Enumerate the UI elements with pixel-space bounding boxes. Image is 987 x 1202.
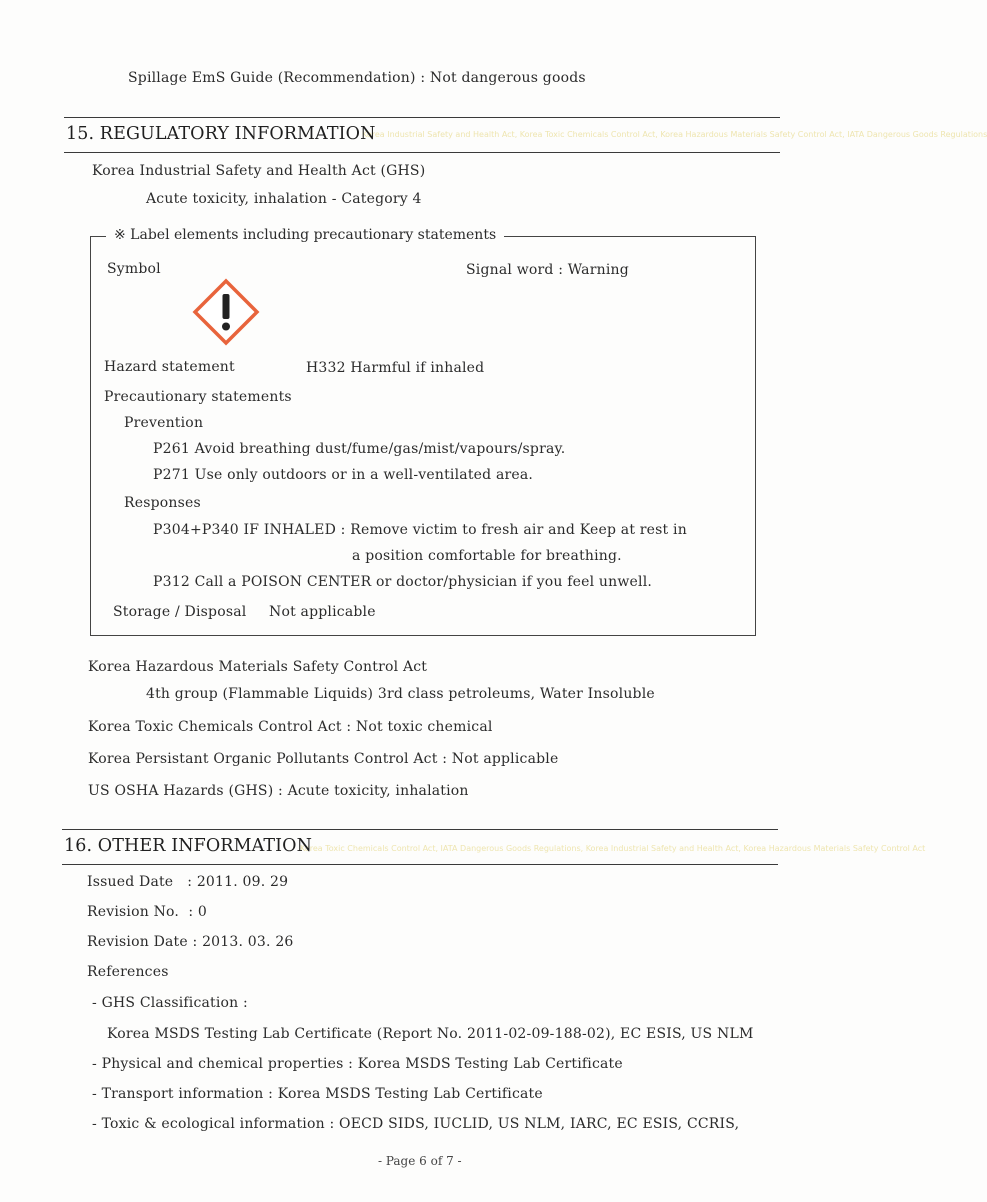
- responses-label: Responses: [124, 495, 201, 511]
- toxic-chemicals-act: Korea Toxic Chemicals Control Act : Not toxic chemical: [88, 719, 493, 735]
- hazard-statement-value: H332 Harmful if inhaled: [306, 360, 485, 376]
- signal-word: Signal word : Warning: [466, 262, 629, 278]
- section-15-watermark-text: Korea Industrial Safety and Health Act, Korea Toxic Chemicals Control Act, Korea Hazardous Materials Safety Control Act, IATA Dangerous Goods Regulations: [362, 130, 987, 139]
- issued-date: Issued Date : 2011. 09. 29: [87, 874, 289, 890]
- symbol-label: Symbol: [107, 261, 161, 277]
- p312-statement: P312 Call a POISON CENTER or doctor/physician if you feel unwell.: [153, 574, 653, 590]
- ghs-classification-source: Korea MSDS Testing Lab Certificate (Report No. 2011-02-09-188-02), EC ESIS, US NLM: [107, 1026, 754, 1042]
- exclamation-mark-pictogram-icon: [192, 278, 260, 346]
- section-16-watermark-text: Korea Toxic Chemicals Control Act, IATA Dangerous Goods Regulations, Korea Industrial Safety and Health Act, Korea Hazardous Materials Safety Control Act: [300, 844, 926, 853]
- toxic-ecological-reference: - Toxic & ecological information : OECD SIDS, IUCLID, US NLM, IARC, EC ESIS, CCRIS,: [92, 1116, 740, 1132]
- prevention-label: Prevention: [124, 415, 204, 431]
- page-number: - Page 6 of 7 -: [378, 1154, 462, 1168]
- p304-statement-line2: a position comfortable for breathing.: [352, 548, 622, 564]
- spillage-ems-text: Spillage EmS Guide (Recommendation) : Not dangerous goods: [128, 70, 586, 86]
- hazard-statement-label: Hazard statement: [104, 359, 235, 375]
- p261-statement: P261 Avoid breathing dust/fume/gas/mist/vapours/spray.: [153, 441, 566, 457]
- ghs-classification-value: Acute toxicity, inhalation - Category 4: [146, 191, 422, 207]
- section-15-bottom-rule: [64, 152, 780, 153]
- pop-control-act: Korea Persistant Organic Pollutants Control Act : Not applicable: [88, 751, 559, 767]
- label-elements-title: ※ Label elements including precautionary statements: [106, 227, 504, 243]
- section-16-bottom-rule: [62, 864, 778, 865]
- references-label: References: [87, 964, 169, 980]
- transport-reference: - Transport information : Korea MSDS Testing Lab Certificate: [92, 1086, 543, 1102]
- p271-statement: P271 Use only outdoors or in a well-ventilated area.: [153, 467, 534, 483]
- precautionary-label: Precautionary statements: [104, 389, 292, 405]
- revision-date: Revision Date : 2013. 03. 26: [87, 934, 294, 950]
- us-osha-hazards: US OSHA Hazards (GHS) : Acute toxicity, inhalation: [88, 783, 469, 799]
- ghs-act-title: Korea Industrial Safety and Health Act (GHS): [92, 163, 426, 179]
- revision-number: Revision No. : 0: [87, 904, 208, 920]
- physical-properties-reference: - Physical and chemical properties : Korea MSDS Testing Lab Certificate: [92, 1056, 623, 1072]
- section-15-top-rule: [64, 117, 780, 118]
- hazmat-act-title: Korea Hazardous Materials Safety Control Act: [88, 659, 428, 675]
- ghs-classification-reference: - GHS Classification :: [92, 995, 248, 1011]
- hazmat-act-value: 4th group (Flammable Liquids) 3rd class petroleums, Water Insoluble: [146, 686, 655, 702]
- storage-disposal-value: Not applicable: [269, 604, 376, 620]
- section-15-heading: 15. REGULATORY INFORMATION: [66, 124, 376, 144]
- storage-disposal-label: Storage / Disposal: [113, 604, 247, 620]
- section-16-heading: 16. OTHER INFORMATION: [64, 836, 313, 856]
- section-16-top-rule: [62, 829, 778, 830]
- p304-statement-line1: P304+P340 IF INHALED : Remove victim to fresh air and Keep at rest in: [153, 522, 687, 538]
